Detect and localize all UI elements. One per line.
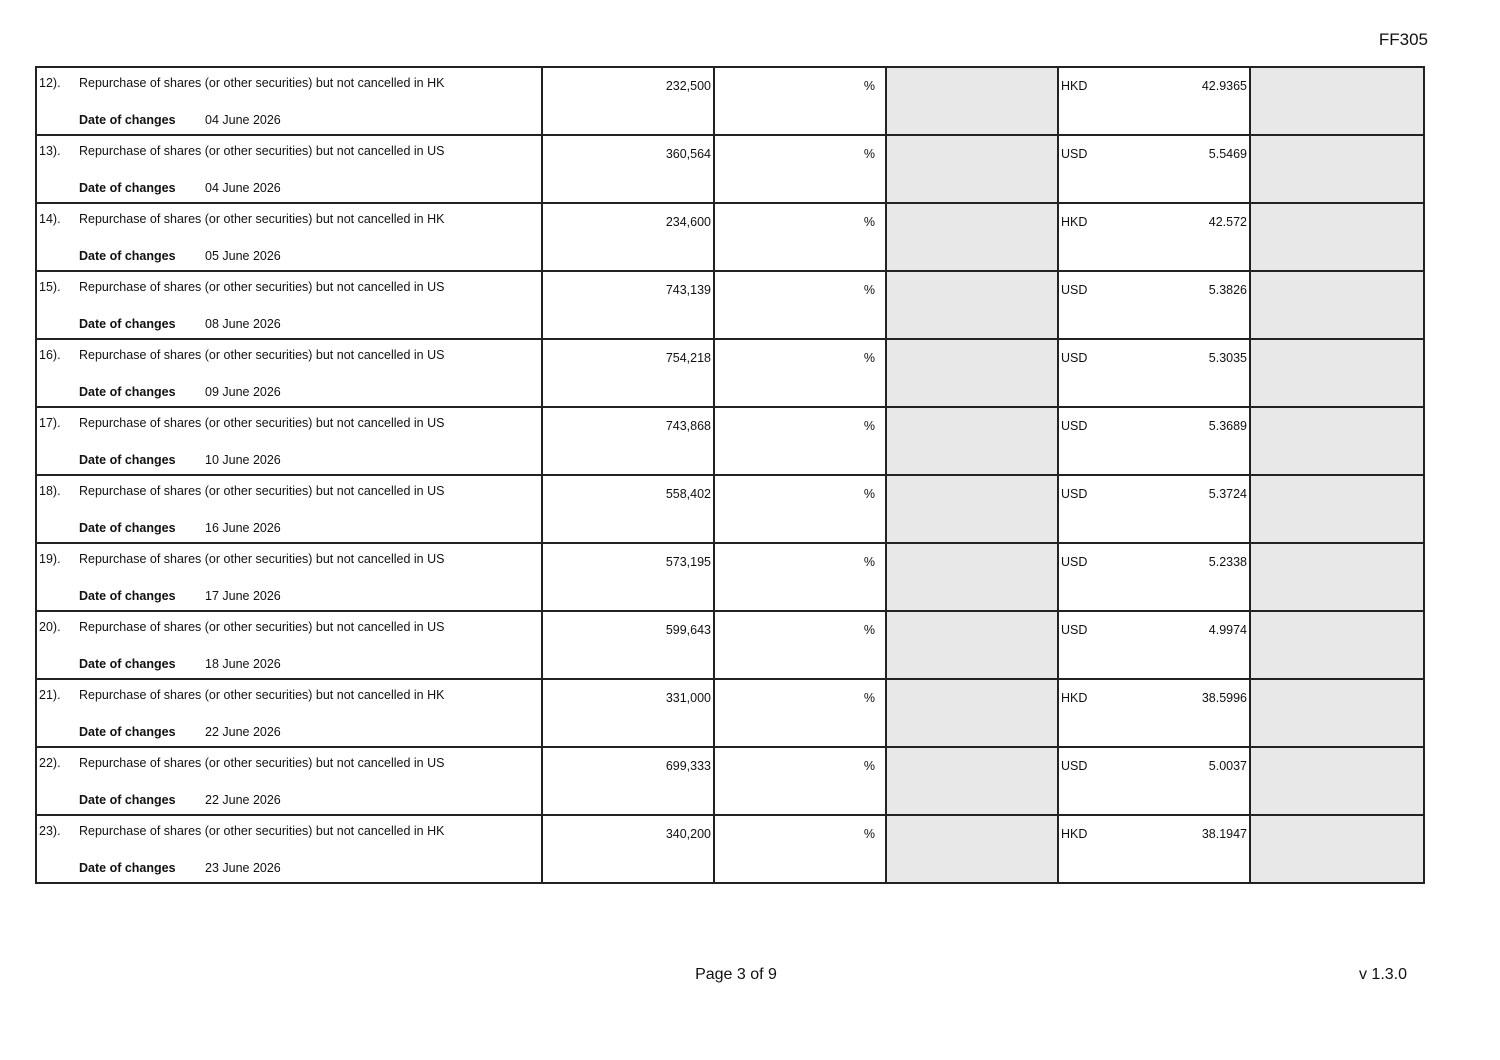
percent-sign: % bbox=[863, 487, 875, 501]
shaded-cell bbox=[886, 339, 1058, 407]
date-of-changes-label: Date of changes bbox=[79, 793, 176, 807]
share-count: 754,218 bbox=[665, 351, 711, 365]
percent-cell bbox=[714, 611, 886, 679]
shaded-cell-end bbox=[1250, 475, 1424, 543]
table-row bbox=[36, 271, 1424, 339]
currency-code: USD bbox=[1061, 623, 1088, 637]
date-of-changes-value: 22 June 2026 bbox=[205, 793, 281, 807]
percent-sign: % bbox=[863, 351, 875, 365]
shaded-cell-end bbox=[1250, 271, 1424, 339]
share-count: 599,643 bbox=[665, 623, 711, 637]
currency-code: HKD bbox=[1061, 215, 1088, 229]
number-cell bbox=[542, 339, 714, 407]
date-of-changes-value: 23 June 2026 bbox=[205, 861, 281, 875]
shaded-cell-end bbox=[1250, 679, 1424, 747]
number-cell bbox=[542, 135, 714, 203]
number-cell bbox=[542, 543, 714, 611]
percent-cell bbox=[714, 543, 886, 611]
changes-table-body bbox=[36, 67, 1424, 883]
row-description: Repurchase of shares (or other securities) but not cancelled in US bbox=[79, 348, 445, 362]
description-cell bbox=[36, 543, 542, 611]
percent-cell bbox=[714, 475, 886, 543]
date-of-changes-value: 16 June 2026 bbox=[205, 521, 281, 535]
percent-sign: % bbox=[863, 147, 875, 161]
table-row bbox=[36, 339, 1424, 407]
price-value: 5.3689 bbox=[1208, 419, 1247, 433]
percent-cell bbox=[714, 407, 886, 475]
currency-code: USD bbox=[1061, 555, 1088, 569]
percent-sign: % bbox=[863, 555, 875, 569]
table-row bbox=[36, 679, 1424, 747]
date-of-changes-label: Date of changes bbox=[79, 181, 176, 195]
currency-code: USD bbox=[1061, 487, 1088, 501]
share-count: 573,195 bbox=[665, 555, 711, 569]
price-cell bbox=[1058, 679, 1250, 747]
price-cell bbox=[1058, 611, 1250, 679]
row-index: 17). bbox=[39, 416, 61, 430]
shaded-cell-end bbox=[1250, 815, 1424, 883]
row-description: Repurchase of shares (or other securities) but not cancelled in US bbox=[79, 144, 445, 158]
date-of-changes-label: Date of changes bbox=[79, 657, 176, 671]
price-value: 38.5996 bbox=[1201, 691, 1247, 705]
shaded-cell bbox=[886, 815, 1058, 883]
currency-code: USD bbox=[1061, 419, 1088, 433]
date-of-changes-label: Date of changes bbox=[79, 385, 176, 399]
percent-sign: % bbox=[863, 691, 875, 705]
page-number: Page 3 of 9 bbox=[695, 966, 777, 983]
table-row bbox=[36, 407, 1424, 475]
table-row bbox=[36, 203, 1424, 271]
description-cell bbox=[36, 203, 542, 271]
date-of-changes-label: Date of changes bbox=[79, 725, 176, 739]
price-cell bbox=[1058, 339, 1250, 407]
price-cell bbox=[1058, 543, 1250, 611]
share-count: 360,564 bbox=[665, 147, 711, 161]
date-of-changes-label: Date of changes bbox=[79, 113, 176, 127]
row-index: 23). bbox=[39, 824, 61, 838]
description-cell bbox=[36, 611, 542, 679]
row-description: Repurchase of shares (or other securities) but not cancelled in US bbox=[79, 484, 445, 498]
shaded-cell bbox=[886, 679, 1058, 747]
share-count: 743,868 bbox=[665, 419, 711, 433]
number-cell bbox=[542, 611, 714, 679]
shaded-cell bbox=[886, 475, 1058, 543]
row-index: 19). bbox=[39, 552, 61, 566]
row-description: Repurchase of shares (or other securities) but not cancelled in HK bbox=[79, 76, 445, 90]
percent-sign: % bbox=[863, 759, 875, 773]
row-index: 15). bbox=[39, 280, 61, 294]
share-count: 699,333 bbox=[665, 759, 711, 773]
number-cell bbox=[542, 679, 714, 747]
date-of-changes-value: 05 June 2026 bbox=[205, 249, 281, 263]
price-value: 5.0037 bbox=[1208, 759, 1247, 773]
row-index: 22). bbox=[39, 756, 61, 770]
shaded-cell bbox=[886, 135, 1058, 203]
price-value: 5.3035 bbox=[1208, 351, 1247, 365]
shaded-cell bbox=[886, 203, 1058, 271]
price-value: 38.1947 bbox=[1201, 827, 1247, 841]
table-row bbox=[36, 747, 1424, 815]
price-value: 42.572 bbox=[1208, 215, 1247, 229]
percent-sign: % bbox=[863, 827, 875, 841]
description-cell bbox=[36, 135, 542, 203]
price-value: 4.9974 bbox=[1208, 623, 1247, 637]
row-description: Repurchase of shares (or other securities) but not cancelled in HK bbox=[79, 212, 445, 226]
currency-code: HKD bbox=[1061, 79, 1088, 93]
share-count: 234,600 bbox=[665, 215, 711, 229]
date-of-changes-value: 10 June 2026 bbox=[205, 453, 281, 467]
table-row bbox=[36, 815, 1424, 883]
description-cell bbox=[36, 271, 542, 339]
number-cell bbox=[542, 67, 714, 135]
share-count: 558,402 bbox=[665, 487, 711, 501]
row-description: Repurchase of shares (or other securities) but not cancelled in US bbox=[79, 756, 445, 770]
price-value: 5.5469 bbox=[1208, 147, 1247, 161]
description-cell bbox=[36, 407, 542, 475]
percent-sign: % bbox=[863, 623, 875, 637]
number-cell bbox=[542, 203, 714, 271]
row-index: 20). bbox=[39, 620, 61, 634]
date-of-changes-label: Date of changes bbox=[79, 453, 176, 467]
number-cell bbox=[542, 815, 714, 883]
share-count: 232,500 bbox=[665, 79, 711, 93]
table-row bbox=[36, 543, 1424, 611]
table-row bbox=[36, 67, 1424, 135]
percent-cell bbox=[714, 67, 886, 135]
currency-code: USD bbox=[1061, 351, 1088, 365]
changes-table bbox=[35, 66, 1425, 884]
price-cell bbox=[1058, 475, 1250, 543]
shaded-cell bbox=[886, 67, 1058, 135]
currency-code: USD bbox=[1061, 147, 1088, 161]
currency-code: HKD bbox=[1061, 691, 1088, 705]
shaded-cell-end bbox=[1250, 203, 1424, 271]
date-of-changes-value: 04 June 2026 bbox=[205, 113, 281, 127]
row-description: Repurchase of shares (or other securities) but not cancelled in US bbox=[79, 552, 445, 566]
date-of-changes-label: Date of changes bbox=[79, 249, 176, 263]
price-cell bbox=[1058, 271, 1250, 339]
currency-code: USD bbox=[1061, 759, 1088, 773]
row-index: 16). bbox=[39, 348, 61, 362]
percent-cell bbox=[714, 203, 886, 271]
version-label: v 1.3.0 bbox=[1358, 966, 1407, 983]
row-description: Repurchase of shares (or other securities) but not cancelled in US bbox=[79, 416, 445, 430]
date-of-changes-value: 08 June 2026 bbox=[205, 317, 281, 331]
shaded-cell bbox=[886, 543, 1058, 611]
row-index: 12). bbox=[39, 76, 61, 90]
row-index: 13). bbox=[39, 144, 61, 158]
percent-cell bbox=[714, 339, 886, 407]
date-of-changes-value: 18 June 2026 bbox=[205, 657, 281, 671]
shaded-cell bbox=[886, 611, 1058, 679]
description-cell bbox=[36, 815, 542, 883]
price-value: 5.2338 bbox=[1208, 555, 1247, 569]
date-of-changes-label: Date of changes bbox=[79, 521, 176, 535]
shaded-cell-end bbox=[1250, 611, 1424, 679]
share-count: 743,139 bbox=[665, 283, 711, 297]
description-cell bbox=[36, 339, 542, 407]
description-cell bbox=[36, 747, 542, 815]
table-row bbox=[36, 611, 1424, 679]
date-of-changes-label: Date of changes bbox=[79, 861, 176, 875]
row-description: Repurchase of shares (or other securities) but not cancelled in HK bbox=[79, 688, 445, 702]
price-value: 5.3724 bbox=[1208, 487, 1247, 501]
row-description: Repurchase of shares (or other securities) but not cancelled in US bbox=[79, 620, 445, 634]
number-cell bbox=[542, 475, 714, 543]
price-value: 42.9365 bbox=[1201, 79, 1247, 93]
number-cell bbox=[542, 747, 714, 815]
shaded-cell bbox=[886, 747, 1058, 815]
shaded-cell-end bbox=[1250, 747, 1424, 815]
shaded-cell bbox=[886, 271, 1058, 339]
form-code: FF305 bbox=[1378, 30, 1428, 49]
shaded-cell-end bbox=[1250, 407, 1424, 475]
date-of-changes-value: 09 June 2026 bbox=[205, 385, 281, 399]
percent-sign: % bbox=[863, 215, 875, 229]
table-row bbox=[36, 135, 1424, 203]
number-cell bbox=[542, 407, 714, 475]
date-of-changes-label: Date of changes bbox=[79, 589, 176, 603]
share-count: 340,200 bbox=[665, 827, 711, 841]
percent-cell bbox=[714, 815, 886, 883]
row-index: 18). bbox=[39, 484, 61, 498]
price-cell bbox=[1058, 135, 1250, 203]
percent-cell bbox=[714, 679, 886, 747]
shaded-cell-end bbox=[1250, 339, 1424, 407]
row-description: Repurchase of shares (or other securities) but not cancelled in HK bbox=[79, 824, 445, 838]
row-index: 14). bbox=[39, 212, 61, 226]
row-index: 21). bbox=[39, 688, 61, 702]
price-cell bbox=[1058, 203, 1250, 271]
price-cell bbox=[1058, 67, 1250, 135]
description-cell bbox=[36, 67, 542, 135]
percent-cell bbox=[714, 747, 886, 815]
share-count: 331,000 bbox=[665, 691, 711, 705]
percent-cell bbox=[714, 271, 886, 339]
date-of-changes-value: 17 June 2026 bbox=[205, 589, 281, 603]
currency-code: USD bbox=[1061, 283, 1088, 297]
price-cell bbox=[1058, 407, 1250, 475]
currency-code: HKD bbox=[1061, 827, 1088, 841]
description-cell bbox=[36, 475, 542, 543]
date-of-changes-value: 22 June 2026 bbox=[205, 725, 281, 739]
percent-sign: % bbox=[863, 419, 875, 433]
percent-cell bbox=[714, 135, 886, 203]
percent-sign: % bbox=[863, 79, 875, 93]
date-of-changes-value: 04 June 2026 bbox=[205, 181, 281, 195]
date-of-changes-label: Date of changes bbox=[79, 317, 176, 331]
description-cell bbox=[36, 679, 542, 747]
shaded-cell-end bbox=[1250, 135, 1424, 203]
shaded-cell bbox=[886, 407, 1058, 475]
price-cell bbox=[1058, 747, 1250, 815]
percent-sign: % bbox=[863, 283, 875, 297]
row-description: Repurchase of shares (or other securities) but not cancelled in US bbox=[79, 280, 445, 294]
price-cell bbox=[1058, 815, 1250, 883]
shaded-cell-end bbox=[1250, 543, 1424, 611]
table-row bbox=[36, 475, 1424, 543]
price-value: 5.3826 bbox=[1208, 283, 1247, 297]
number-cell bbox=[542, 271, 714, 339]
shaded-cell-end bbox=[1250, 67, 1424, 135]
